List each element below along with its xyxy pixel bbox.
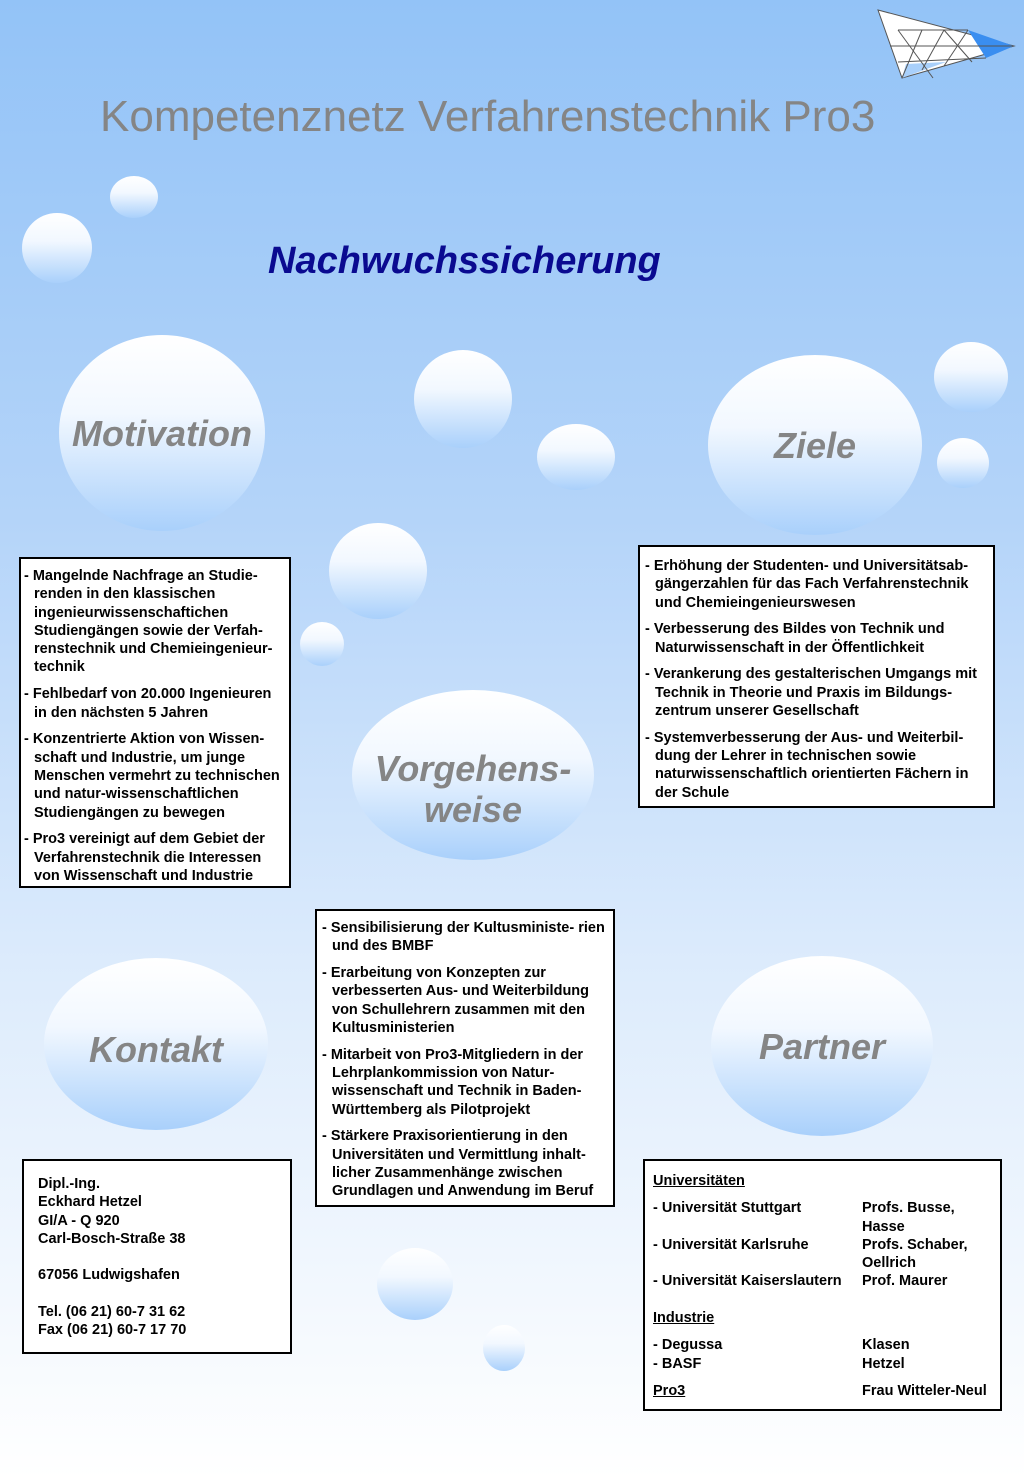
page-title: Kompetenznetz Verfahrenstechnik Pro3 [100,92,876,141]
motivation-heading: Motivation [72,413,252,454]
vorgehensweise-item: - Mitarbeit von Pro3-Mitgliedern in der Lehrplankommission von Natur- wissenschaft und Technik in Baden- Württemberg als Pilotprojekt [322,1046,584,1118]
ziele-heading: Ziele [773,425,857,466]
partner-name: - Universität Stuttgart [653,1200,802,1217]
partner-row [653,1336,996,1354]
partner-name: - Universität Kaiserslautern [653,1273,842,1290]
motivation-item: - Mangelnde Nachfrage an Studie- renden in den klassischen ingenieurwissenschaftichen Studiengängen sowie der Verfah- renstechnik und Chemieingenieur- technik [24,568,273,676]
motivation-item: - Fehlbedarf von 20.000 Ingenieuren in den nächsten 5 Jahren [24,686,272,721]
motivation-item: - Pro3 vereinigt auf dem Gebiet der Verfahrenstechnik die Interessen von Wissenschaft und Industrie [24,831,265,884]
ziele-item: - Verankerung des gestalterischen Umgangs mit Technik in Theorie und Praxis im Bildungs- zentrum unserer Gesellschaft [645,666,977,720]
kontakt-bubble [44,958,268,1130]
contact-fax: Fax (06 21) 60-7 17 70 [38,1322,187,1339]
motivation-bubble [59,335,265,531]
ziele-item: - Systemverbesserung der Aus- und Weiterbil- dung der Lehrer in technischen sowie naturwissenschaftlich orientierten Fächern in der Schule [645,729,969,801]
decorative-bubble [329,523,427,619]
motivation-item: - Konzentrierte Aktion von Wissen- schaft und Industrie, um junge Menschen vermehrt zu technischen und natur-wissenschaftlichen Studiengängen zu bewegen [24,731,280,821]
vorgehensweise-box [315,909,615,1207]
vorgehensweise-item: - Stärkere Praxisorientierung in den Universitäten und Vermittlung inhalt- licher Zusammenhänge zwischen Grundlagen und Anwendung im Beruf [322,1128,594,1200]
ziele-item: - Erhöhung der Studenten- und Universitätsab- gängerzahlen für das Fach Verfahrenstechnik und Chemieingenieurswesen [645,558,969,611]
kontakt-heading: Kontakt [89,1029,223,1070]
ziele-box [638,545,995,808]
kontakt-box [22,1159,292,1354]
pro3-contact: Frau Witteler-Neul [862,1382,987,1399]
vorgehensweise-item: - Sensibilisierung der Kultusministe- rien und des BMBF [322,920,605,955]
partner-row [653,1355,996,1373]
decorative-bubble [22,213,92,283]
universities-heading: Universitäten [653,1173,745,1189]
industry-heading: Industrie [653,1310,715,1327]
partner-contact: Profs. Schaber, Oellrich [862,1236,968,1272]
decorative-bubble [414,350,512,448]
contact-phone: Tel. (06 21) 60-7 31 62 [38,1304,186,1321]
vorgehensweise-heading-line1: Vorgehens- [374,748,572,789]
ziele-item: - Verbesserung des Bildes von Technik und Naturwissenschaft in der Öffentlichkeit [645,621,945,656]
motivation-box [19,557,291,888]
decorative-bubble [937,438,989,488]
partner-contact: Prof. Maurer [862,1273,948,1290]
partner-name: - BASF [653,1355,702,1372]
contact-name: Eckhard Hetzel [38,1194,142,1211]
partner-bubble [711,956,933,1136]
partner-row [653,1382,996,1400]
contact-city: 67056 Ludwigshafen [38,1267,180,1284]
partner-row [653,1236,996,1273]
decorative-bubble [483,1325,525,1371]
contact-title: Dipl.-Ing. [38,1176,101,1192]
vorgehensweise-bubble [352,690,594,860]
decorative-bubble [934,342,1008,412]
decorative-bubble [377,1248,453,1320]
partner-contact: Profs. Busse, Hasse [862,1200,955,1235]
partner-name: - Degussa [653,1337,723,1354]
contact-dept: GI/A - Q 920 [38,1212,120,1229]
pro3-logo-icon [876,8,1016,80]
contact-street: Carl-Bosch-Straße 38 [38,1230,186,1247]
vorgehensweise-item: - Erarbeitung von Konzepten zur verbesserten Aus- und Weiterbildung von Schullehrern zusammen mit den Kultusministerien [322,965,590,1036]
partner-contact: Hetzel [862,1355,905,1372]
decorative-bubble [537,424,615,490]
ziele-bubble [708,355,922,535]
decorative-bubble [300,622,344,666]
pro3-label: Pro3 [653,1382,686,1399]
partner-contact: Klasen [862,1337,910,1354]
partner-heading: Partner [758,1026,886,1067]
partner-box [643,1159,1002,1411]
partner-row [653,1272,996,1290]
page-subtitle: Nachwuchssicherung [268,240,661,282]
partner-name: - Universität Karlsruhe [653,1236,809,1253]
decorative-bubble [110,176,158,218]
partner-row [653,1199,996,1236]
vorgehensweise-heading-line2: weise [423,789,523,830]
